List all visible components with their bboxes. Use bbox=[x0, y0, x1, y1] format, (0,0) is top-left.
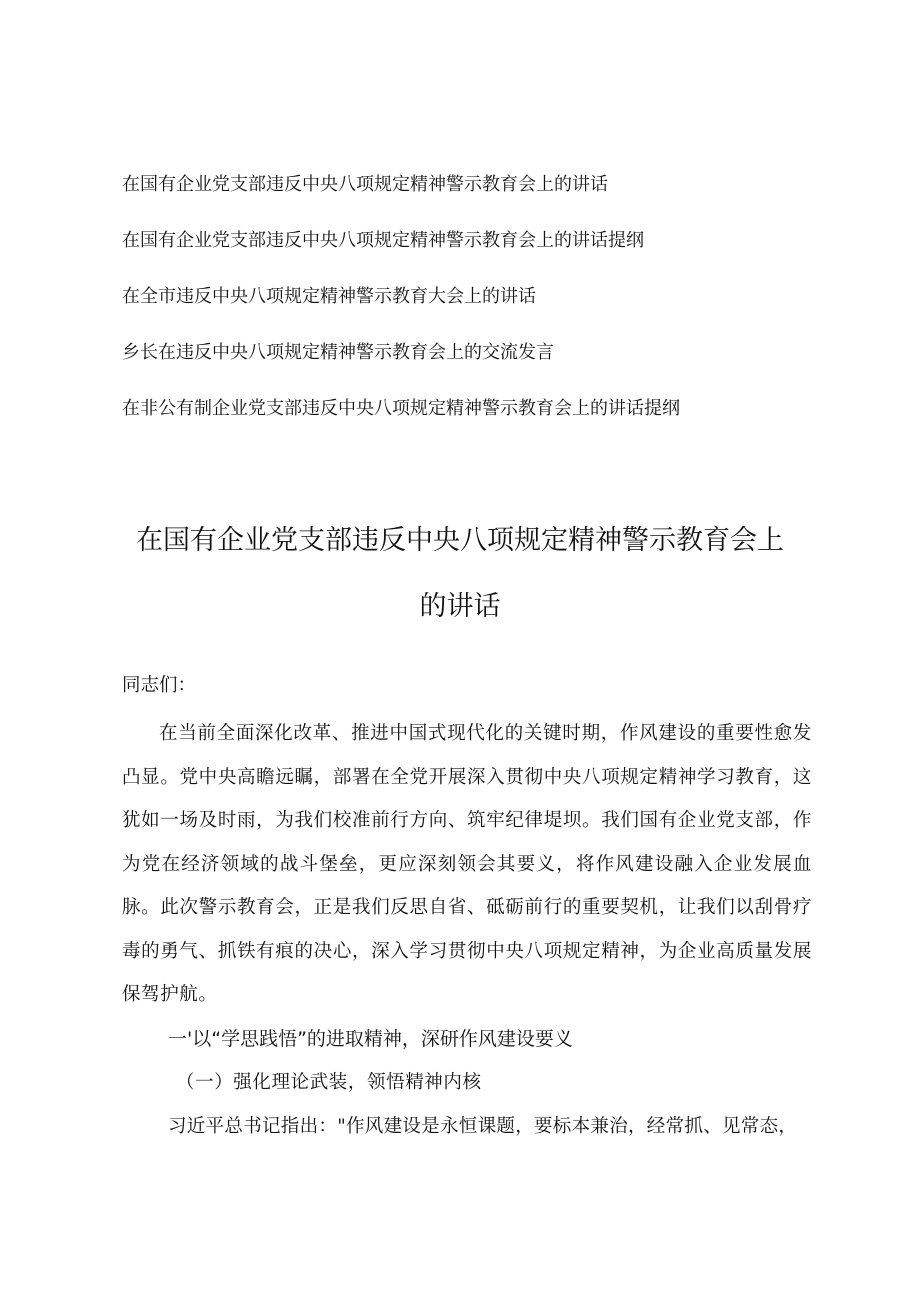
toc-item[interactable]: 在非公有制企业党支部违反中央八项规定精神警示教育会上的讲话提纲 bbox=[122, 398, 680, 419]
subsection-heading: （一）强化理论武装，领悟精神内核 bbox=[176, 1071, 482, 1093]
toc-item[interactable]: 在国有企业党支部违反中央八项规定精神警示教育会上的讲话提纲 bbox=[122, 230, 644, 251]
salutation: 同志们： bbox=[122, 675, 197, 696]
body-paragraph: 在当前全面深化改革、推进中国式现代化的关键时期，作风建设的重要性愈发凸显。党中央高瞻远瞩，部署在全党开展深入贯彻中央八项规定精神学习教育，这犹如一场及时雨，为我们校准前行方向、筑牢纪律堤坝。我们国有企业党支部，作为党在经济领域的战斗堡垒，更应深刻领会其要义，将作风建设融入企业发展血脉。此次警示教育会，正是我们反思自省、砥砺前行的重要契机，让我们以刮骨疗毒的勇气、抓铁有痕的决心，深入学习贯彻中央八项规定精神，为企业高质量发展保驾护航。 bbox=[122, 723, 812, 1005]
document-body bbox=[122, 664, 812, 1149]
table-of-contents bbox=[122, 170, 822, 450]
toc-item[interactable]: 在国有企业党支部违反中央八项规定精神警示教育会上的讲话 bbox=[122, 174, 608, 195]
toc-item[interactable]: 乡长在违反中央八项规定精神警示教育会上的交流发言 bbox=[122, 342, 554, 363]
body-paragraph: 习近平总书记指出："作风建设是永恒课题，要标本兼治，经常抓、见常态， bbox=[168, 1115, 798, 1137]
document-title bbox=[60, 516, 860, 632]
section-heading: 一'以“学思践悟”的进取精神，深研作风建设要义 bbox=[168, 1027, 573, 1050]
title-line-2: 的讲话 bbox=[419, 591, 501, 622]
title-line-1: 在国有企业党支部违反中央八项规定精神警示教育会上 bbox=[136, 525, 784, 556]
toc-item[interactable]: 在全市违反中央八项规定精神警示教育大会上的讲话 bbox=[122, 286, 536, 307]
